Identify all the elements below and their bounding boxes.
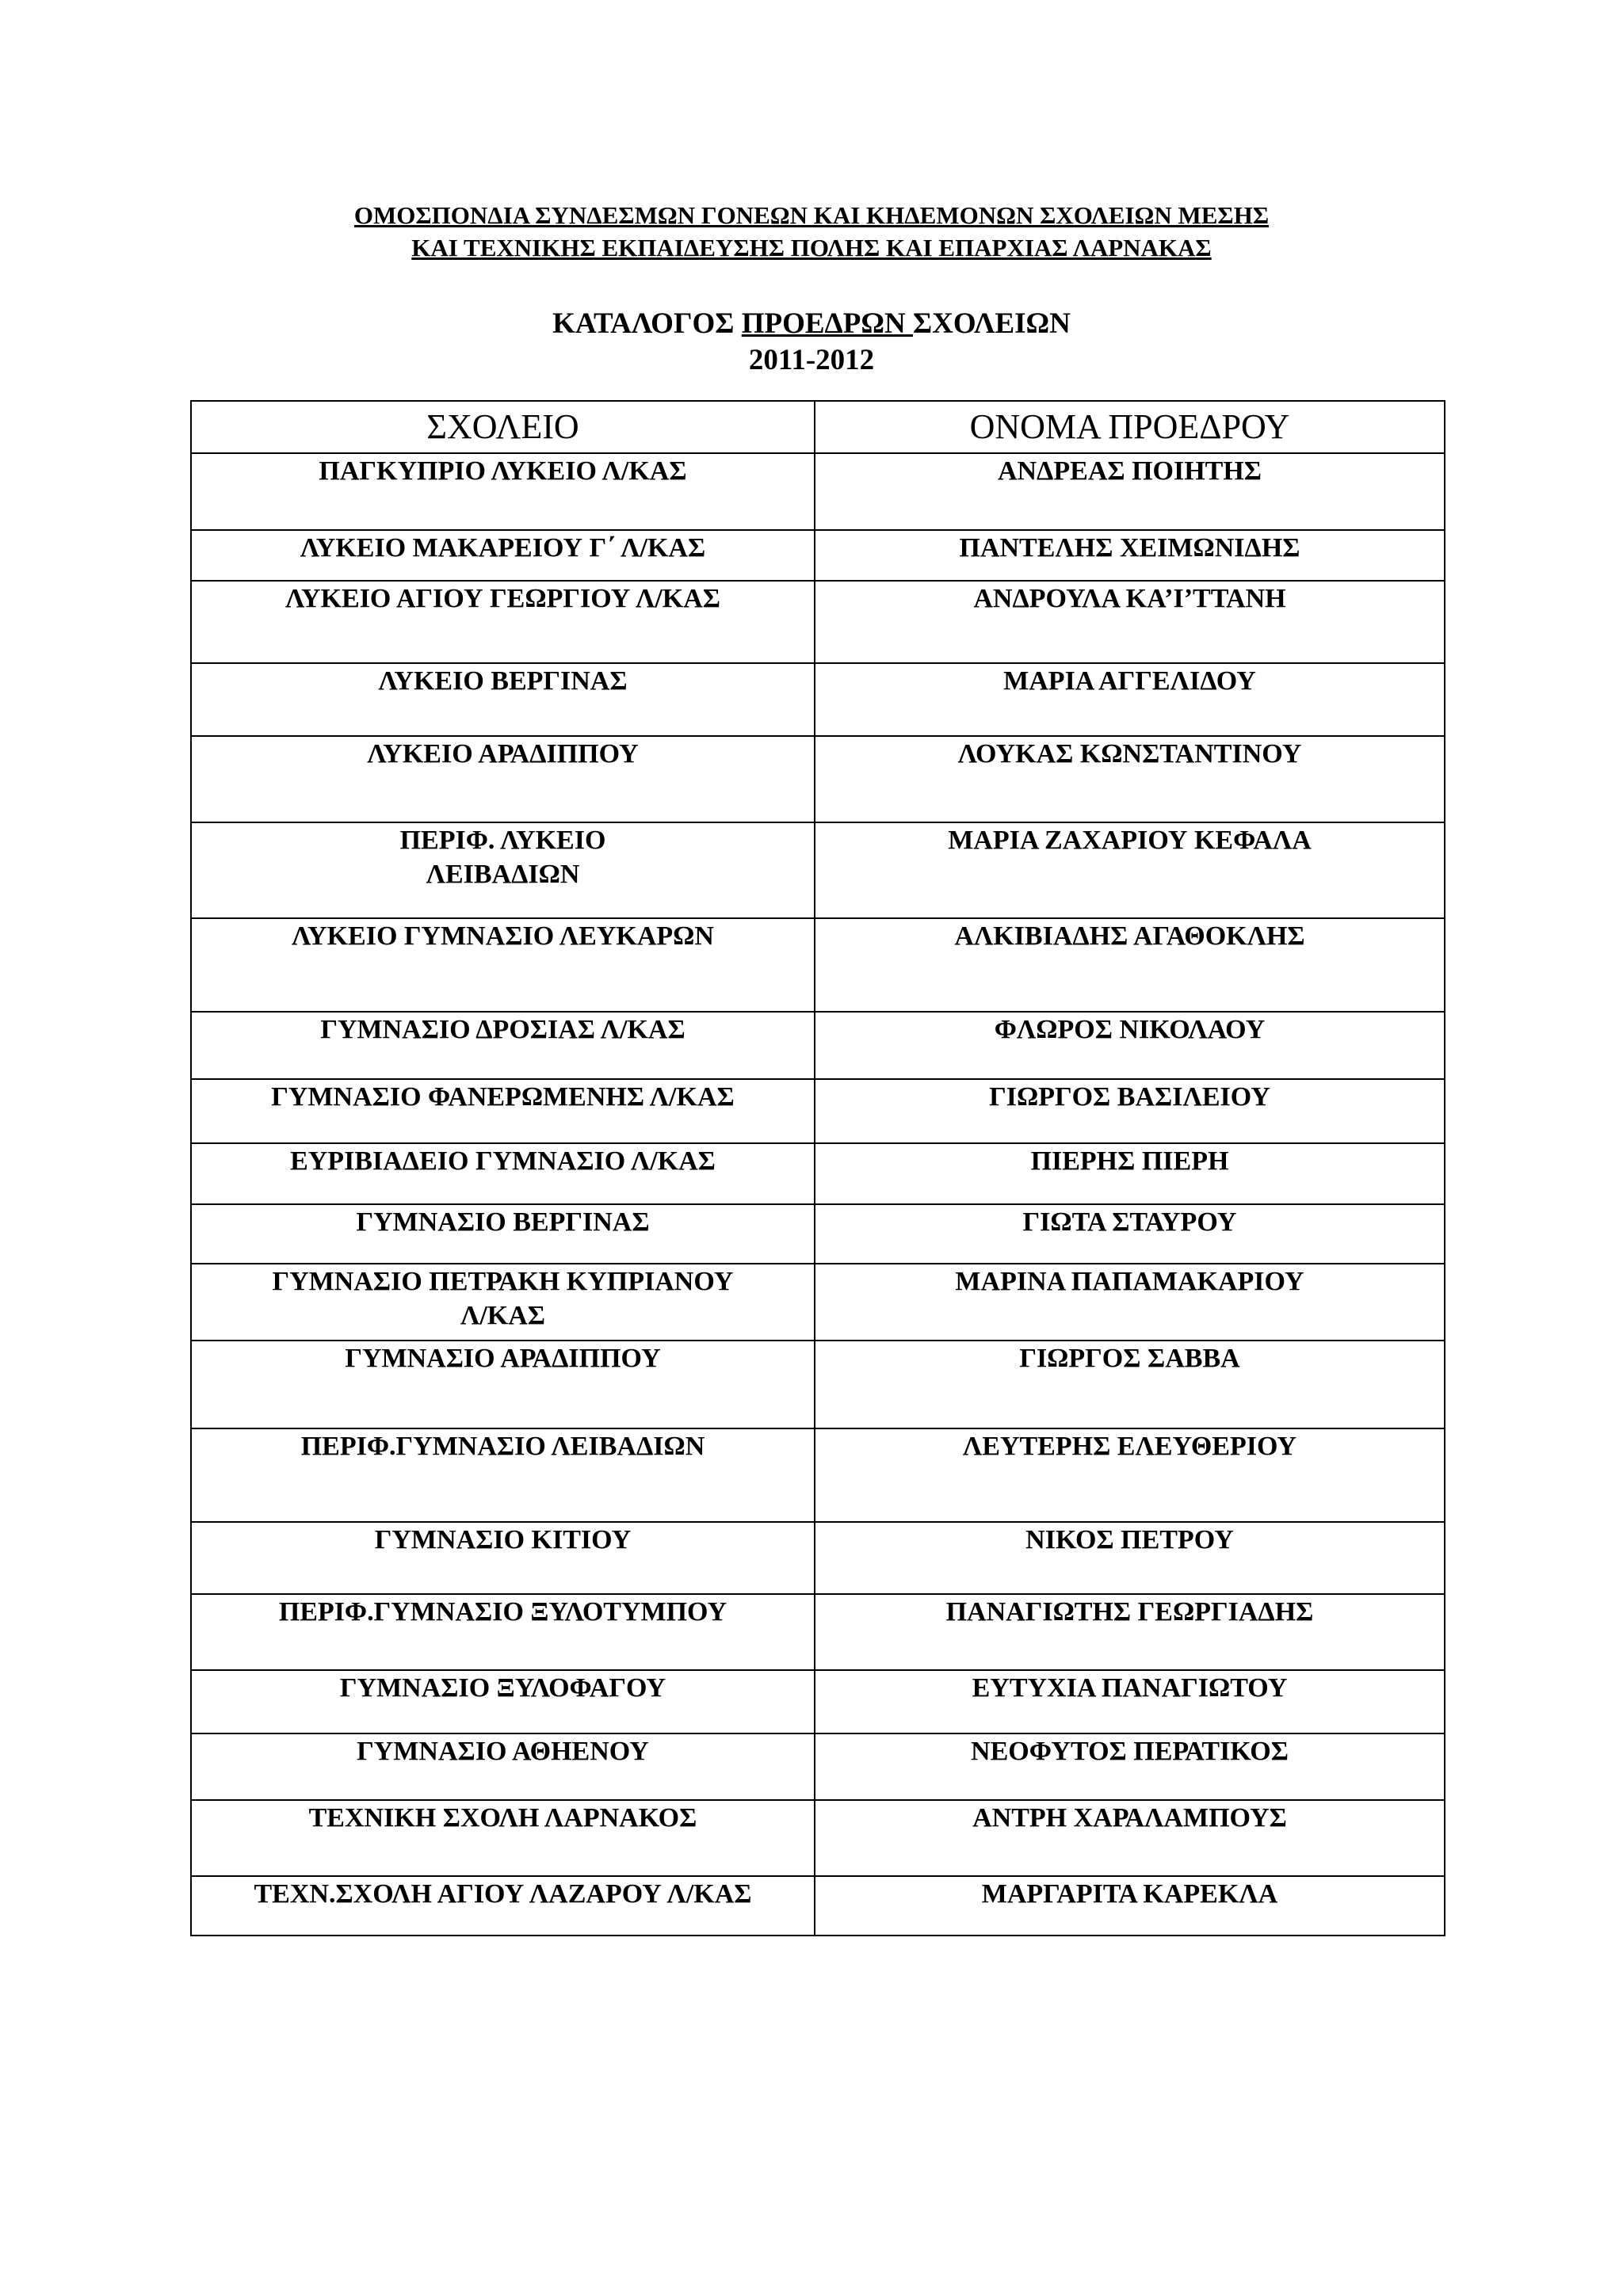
president-cell: ΜΑΡΙΝΑ ΠΑΠΑΜΑΚΑΡΙΟΥ bbox=[815, 1264, 1445, 1341]
school-cell: ΠΕΡΙΦ.ΓΥΜΝΑΣΙΟ ΛΕΙΒΑΔΙΩΝ bbox=[191, 1428, 815, 1522]
title-part-1: ΚΑΤΑΛΟΓΟΣ bbox=[552, 307, 742, 340]
president-cell: ΛΟΥΚΑΣ ΚΩΝΣΤΑΝΤΙΝΟΥ bbox=[815, 736, 1445, 822]
table-row bbox=[191, 1800, 1445, 1876]
document-title bbox=[0, 306, 1623, 342]
school-cell: ΓΥΜΝΑΣΙΟ ΚΙΤΙΟΥ bbox=[191, 1522, 815, 1594]
table-row bbox=[191, 1079, 1445, 1143]
president-cell: ΜΑΡΙΑ ΑΓΓΕΛΙΔΟΥ bbox=[815, 663, 1445, 736]
president-cell: ΛΕΥΤΕΡΗΣ ΕΛΕΥΘΕΡΙΟΥ bbox=[815, 1428, 1445, 1522]
table-row bbox=[191, 1733, 1445, 1800]
table-row bbox=[191, 1341, 1445, 1428]
table-row bbox=[191, 1012, 1445, 1079]
table-row bbox=[191, 530, 1445, 581]
table-header-row bbox=[191, 401, 1445, 453]
table-row bbox=[191, 822, 1445, 918]
column-header-president: ΟΝΟΜΑ ΠΡΟΕΔΡΟΥ bbox=[815, 401, 1445, 453]
table-row bbox=[191, 1143, 1445, 1204]
school-cell: ΛΥΚΕΙΟ ΓΥΜΝΑΣΙΟ ΛΕΥΚΑΡΩΝ bbox=[191, 918, 815, 1012]
table-row bbox=[191, 1264, 1445, 1341]
president-cell: ΑΝΤΡΗ ΧΑΡΑΛΑΜΠΟΥΣ bbox=[815, 1800, 1445, 1876]
table-row bbox=[191, 736, 1445, 822]
school-cell: ΓΥΜΝΑΣΙΟ ΑΘΗΕΝΟΥ bbox=[191, 1733, 815, 1800]
table-row bbox=[191, 918, 1445, 1012]
school-cell: ΓΥΜΝΑΣΙΟ ΔΡΟΣΙΑΣ Λ/ΚΑΣ bbox=[191, 1012, 815, 1079]
table-row bbox=[191, 1670, 1445, 1733]
president-cell: ΜΑΡΓΑΡΙΤΑ ΚΑΡΕΚΛΑ bbox=[815, 1876, 1445, 1936]
president-cell: ΠΑΝΑΓΙΩΤΗΣ ΓΕΩΡΓΙΑΔΗΣ bbox=[815, 1594, 1445, 1670]
school-cell: ΤΕΧΝ.ΣΧΟΛΗ ΑΓΙΟΥ ΛΑΖΑΡΟΥ Λ/ΚΑΣ bbox=[191, 1876, 815, 1936]
school-cell: ΠΕΡΙΦ. ΛΥΚΕΙΟ ΛΕΙΒΑΔΙΩΝ bbox=[191, 822, 815, 918]
school-cell: ΓΥΜΝΑΣΙΟ ΠΕΤΡΑΚΗ ΚΥΠΡΙΑΝΟΥ Λ/ΚΑΣ bbox=[191, 1264, 815, 1341]
table-row bbox=[191, 1428, 1445, 1522]
school-cell: ΛΥΚΕΙΟ ΒΕΡΓΙΝΑΣ bbox=[191, 663, 815, 736]
table-row bbox=[191, 453, 1445, 530]
president-cell: ΠΙΕΡΗΣ ΠΙΕΡΗ bbox=[815, 1143, 1445, 1204]
president-cell: ΦΛΩΡΟΣ ΝΙΚΟΛΑΟΥ bbox=[815, 1012, 1445, 1079]
school-cell: ΓΥΜΝΑΣΙΟ ΞΥΛΟΦΑΓΟΥ bbox=[191, 1670, 815, 1733]
school-cell: ΓΥΜΝΑΣΙΟ ΒΕΡΓΙΝΑΣ bbox=[191, 1204, 815, 1264]
organization-name-line-2: ΚΑΙ ΤΕΧΝΙΚΗΣ ΕΚΠΑΙΔΕΥΣΗΣ ΠΟΛΗΣ ΚΑΙ ΕΠΑΡΧΙΑΣ ΛΑΡΝΑΚΑΣ bbox=[411, 234, 1212, 261]
school-cell: ΛΥΚΕΙΟ ΑΓΙΟΥ ΓΕΩΡΓΙΟΥ Λ/ΚΑΣ bbox=[191, 581, 815, 663]
president-cell: ΓΙΩΤΑ ΣΤΑΥΡΟΥ bbox=[815, 1204, 1445, 1264]
president-cell: ΝΙΚΟΣ ΠΕΤΡΟΥ bbox=[815, 1522, 1445, 1594]
table-row bbox=[191, 1204, 1445, 1264]
document-year: 2011-2012 bbox=[748, 344, 875, 376]
table-body bbox=[191, 453, 1445, 1936]
president-cell: ΑΛΚΙΒΙΑΔΗΣ ΑΓΑΘΟΚΛΗΣ bbox=[815, 918, 1445, 1012]
table-row bbox=[191, 663, 1445, 736]
president-cell: ΝΕΟΦΥΤΟΣ ΠΕΡΑΤΙΚΟΣ bbox=[815, 1733, 1445, 1800]
table-row bbox=[191, 1876, 1445, 1936]
president-cell: ΑΝΔΡΕΑΣ ΠΟΙΗΤΗΣ bbox=[815, 453, 1445, 530]
column-header-school: ΣΧΟΛΕΙΟ bbox=[191, 401, 815, 453]
organization-name-line-1: ΟΜΟΣΠΟΝΔΙΑ ΣΥΝΔΕΣΜΩΝ ΓΟΝΕΩΝ ΚΑΙ ΚΗΔΕΜΟΝΩΝ ΣΧΟΛΕΙΩΝ ΜΕΣΗΣ bbox=[353, 201, 1270, 229]
presidents-table bbox=[190, 400, 1445, 1936]
school-cell: ΓΥΜΝΑΣΙΟ ΦΑΝΕΡΩΜΕΝΗΣ Λ/ΚΑΣ bbox=[191, 1079, 815, 1143]
school-cell: ΛΥΚΕΙΟ ΑΡΑΔΙΠΠΟΥ bbox=[191, 736, 815, 822]
title-part-2: ΠΡΟΕΔΡΩΝ bbox=[741, 307, 913, 340]
school-cell: ΤΕΧΝΙΚΗ ΣΧΟΛΗ ΛΑΡΝΑΚΟΣ bbox=[191, 1800, 815, 1876]
school-cell: ΓΥΜΝΑΣΙΟ ΑΡΑΔΙΠΠΟΥ bbox=[191, 1341, 815, 1428]
president-cell: ΠΑΝΤΕΛΗΣ ΧΕΙΜΩΝΙΔΗΣ bbox=[815, 530, 1445, 581]
president-cell: ΓΙΩΡΓΟΣ ΒΑΣΙΛΕΙΟΥ bbox=[815, 1079, 1445, 1143]
president-cell: ΑΝΔΡΟΥΛΑ ΚΑ’Ι’ΤΤΑΝΗ bbox=[815, 581, 1445, 663]
table-row bbox=[191, 1594, 1445, 1670]
table-row bbox=[191, 1522, 1445, 1594]
school-cell: ΕΥΡΙΒΙΑΔΕΙΟ ΓΥΜΝΑΣΙΟ Λ/ΚΑΣ bbox=[191, 1143, 815, 1204]
table-row bbox=[191, 581, 1445, 663]
school-cell: ΠΑΓΚΥΠΡΙΟ ΛΥΚΕΙΟ Λ/ΚΑΣ bbox=[191, 453, 815, 530]
school-cell: ΠΕΡΙΦ.ΓΥΜΝΑΣΙΟ ΞΥΛΟΤΥΜΠΟΥ bbox=[191, 1594, 815, 1670]
president-cell: ΕΥΤΥΧΙΑ ΠΑΝΑΓΙΩΤΟΥ bbox=[815, 1670, 1445, 1733]
title-part-3: ΣΧΟΛΕΙΩΝ bbox=[912, 307, 1071, 340]
president-cell: ΜΑΡΙΑ ΖΑΧΑΡΙΟΥ ΚΕΦΑΛΑ bbox=[815, 822, 1445, 918]
president-cell: ΓΙΩΡΓΟΣ ΣΑΒΒΑ bbox=[815, 1341, 1445, 1428]
school-cell: ΛΥΚΕΙΟ ΜΑΚΑΡΕΙΟΥ Γ΄ Λ/ΚΑΣ bbox=[191, 530, 815, 581]
